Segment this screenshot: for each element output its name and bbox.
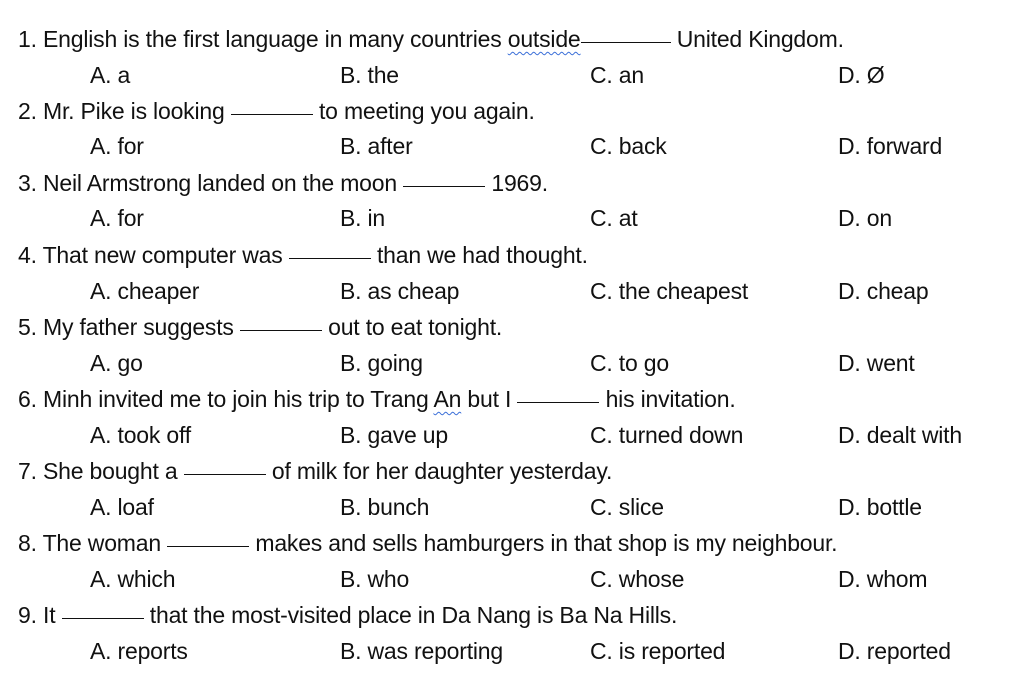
- answer-blank: [167, 528, 249, 547]
- answer-blank: [240, 312, 322, 331]
- question-7: [18, 456, 612, 486]
- question-9: [18, 600, 677, 630]
- answer-blank: [62, 600, 144, 619]
- option-c: C. an: [590, 62, 644, 88]
- question-6: [18, 384, 736, 414]
- option-b: B. after: [340, 133, 413, 159]
- option-b: B. gave up: [340, 422, 448, 448]
- question-3: [18, 168, 548, 198]
- option-a: A. which: [90, 566, 176, 592]
- option-c: C. the cheapest: [590, 278, 749, 304]
- question-text-after: than we had thought.: [376, 242, 588, 268]
- option-c: C. whose: [590, 566, 685, 592]
- question-text: It: [43, 602, 56, 628]
- question-text-after: 1969.: [491, 170, 548, 196]
- answer-blank: [517, 384, 599, 403]
- option-b: B. the: [340, 62, 399, 88]
- question-text-after: makes and sells hamburgers in that shop is my neighbour.: [255, 530, 838, 556]
- question-8: [18, 528, 837, 558]
- question-text: The woman: [42, 530, 161, 556]
- question-number: 7.: [18, 458, 37, 484]
- option-a: A. loaf: [90, 494, 154, 520]
- question-number: 1.: [18, 26, 37, 52]
- option-c: C. at: [590, 205, 638, 231]
- option-b: B. in: [340, 205, 386, 231]
- question-text: Neil Armstrong landed on the moon: [43, 170, 397, 196]
- option-a: A. reports: [90, 638, 188, 664]
- option-c: C. turned down: [590, 422, 744, 448]
- question-text: That new computer was: [42, 242, 283, 268]
- option-b: B. bunch: [340, 494, 430, 520]
- option-d: D. dealt with: [838, 422, 962, 448]
- question-text: My father suggests: [43, 314, 234, 340]
- question-number: 9.: [18, 602, 37, 628]
- question-text-after: of milk for her daughter yesterday.: [271, 458, 613, 484]
- question-number: 5.: [18, 314, 37, 340]
- question-text-after: United Kingdom.: [676, 26, 844, 52]
- question-number: 2.: [18, 98, 37, 124]
- option-d: D. on: [838, 205, 892, 231]
- option-d: D. went: [838, 350, 915, 376]
- question-number: 8.: [18, 530, 37, 556]
- option-a: A. cheaper: [90, 278, 200, 304]
- question-number: 6.: [18, 386, 37, 412]
- question-number: 3.: [18, 170, 37, 196]
- option-b: B. going: [340, 350, 423, 376]
- question-underlined-word: outside: [507, 26, 581, 52]
- answer-blank: [289, 240, 371, 259]
- option-d: D. cheap: [838, 278, 929, 304]
- question-text: English is the first language in many countries: [43, 26, 502, 52]
- question-text-after: out to eat tonight.: [328, 314, 503, 340]
- answer-blank: [184, 456, 266, 475]
- question-5: [18, 312, 502, 342]
- option-c: C. is reported: [590, 638, 726, 664]
- option-a: A. for: [90, 205, 144, 231]
- answer-blank: [403, 168, 485, 187]
- answer-blank: [581, 24, 671, 43]
- option-c: C. slice: [590, 494, 664, 520]
- question-text-mid: but I: [467, 386, 512, 412]
- option-d: D. Ø: [838, 62, 885, 88]
- answer-blank: [231, 96, 313, 115]
- option-c: C. to go: [590, 350, 669, 376]
- option-b: B. as cheap: [340, 278, 460, 304]
- option-a: A. a: [90, 62, 131, 88]
- option-d: D. bottle: [838, 494, 922, 520]
- option-d: D. reported: [838, 638, 951, 664]
- option-a: A. took off: [90, 422, 191, 448]
- question-1: [18, 24, 844, 54]
- question-text-after: his invitation.: [605, 386, 736, 412]
- question-text-after: to meeting you again.: [318, 98, 535, 124]
- option-b: B. who: [340, 566, 410, 592]
- option-a: A. for: [90, 133, 144, 159]
- option-b: B. was reporting: [340, 638, 503, 664]
- option-d: D. forward: [838, 133, 943, 159]
- question-4: [18, 240, 588, 270]
- question-text: Mr. Pike is looking: [43, 98, 225, 124]
- option-d: D. whom: [838, 566, 928, 592]
- question-text-after: that the most-visited place in Da Nang is Ba Na Hills.: [149, 602, 678, 628]
- question-text: She bought a: [43, 458, 178, 484]
- option-c: C. back: [590, 133, 667, 159]
- question-number: 4.: [18, 242, 37, 268]
- question-2: [18, 96, 535, 126]
- option-a: A. go: [90, 350, 143, 376]
- question-text: Minh invited me to join his trip to Trang: [43, 386, 429, 412]
- question-underlined-word: An: [433, 386, 462, 412]
